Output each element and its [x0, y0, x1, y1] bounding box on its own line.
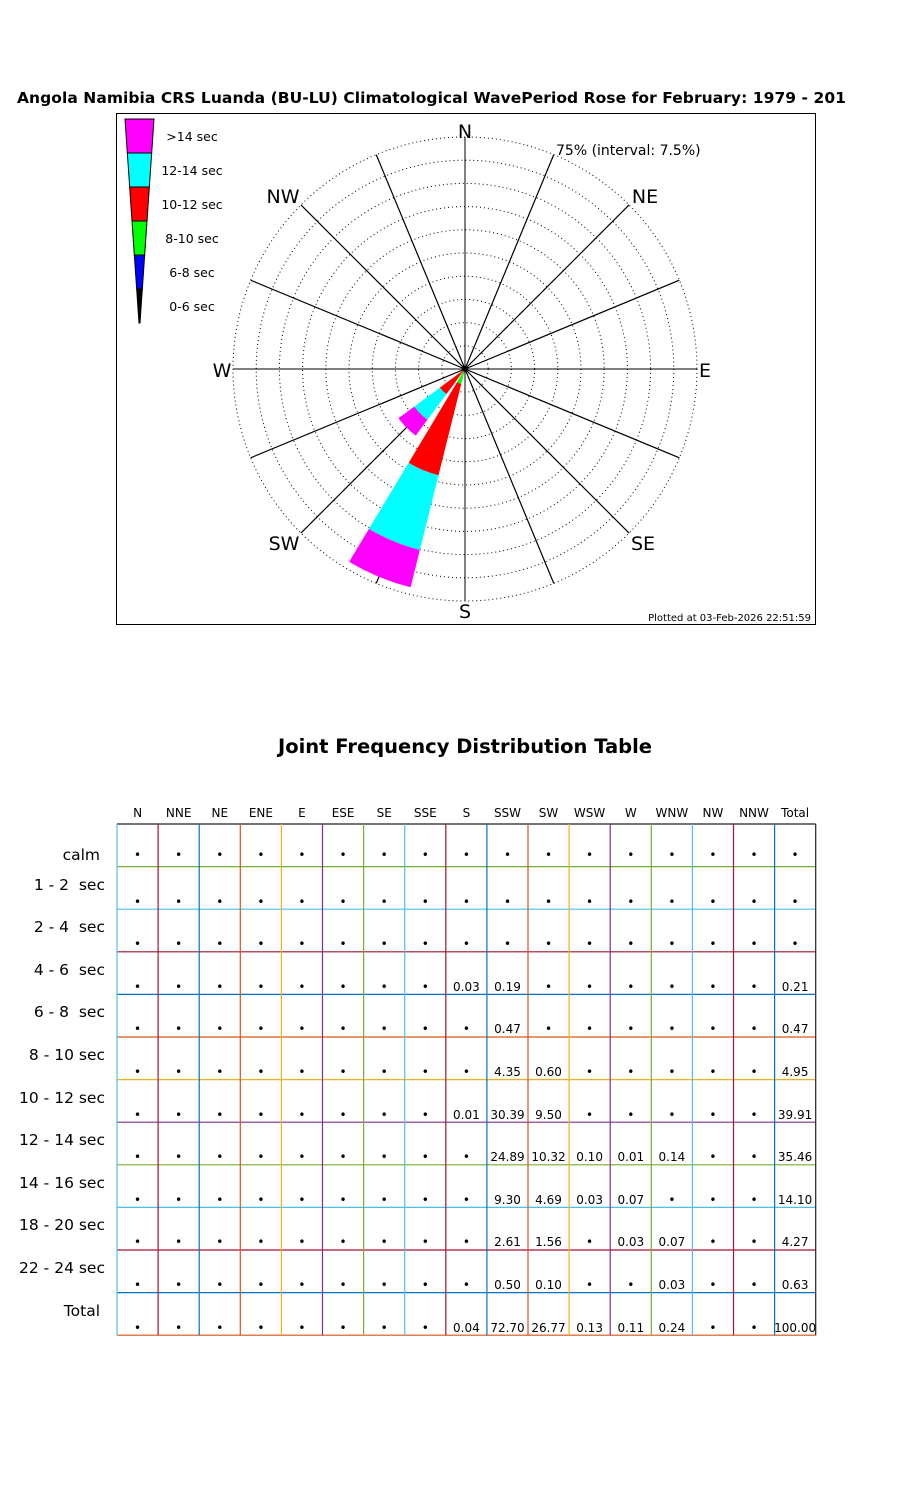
table-cell: •	[380, 937, 388, 952]
table-cell: •	[627, 1278, 635, 1292]
table-cell: •	[216, 1107, 224, 1122]
table-cell: 0.11	[617, 1320, 645, 1335]
table-cell: 2.61	[494, 1235, 521, 1250]
table-cell: •	[668, 979, 676, 994]
table-cell: •	[421, 894, 429, 909]
column-header: NE	[211, 806, 229, 820]
table-cell: •	[257, 1065, 265, 1079]
table-cell: •	[709, 894, 717, 909]
table-cell: •	[462, 848, 470, 862]
table-cell: •	[750, 979, 758, 994]
table-cell: •	[257, 894, 265, 909]
column-header: WSW	[573, 806, 606, 820]
table-cell: •	[339, 1022, 347, 1037]
wave-period-rose	[0, 0, 900, 700]
table-cell: •	[216, 1192, 224, 1207]
row-label: 12 - 14 sec	[19, 1131, 105, 1150]
table-cell: •	[421, 848, 429, 862]
table-cell: •	[462, 1278, 470, 1292]
grid-spoke	[465, 369, 629, 533]
table-cell: •	[298, 1065, 306, 1079]
table-cell: 14.10	[777, 1192, 813, 1207]
legend-swatch-5	[137, 289, 143, 323]
table-cell: •	[175, 937, 183, 952]
table-title: Joint Frequency Distribution Table	[277, 735, 653, 758]
table-cell: •	[544, 1022, 553, 1037]
legend-swatch-2	[130, 187, 150, 221]
table-cell: 0.47	[494, 1022, 521, 1037]
table-cell: •	[709, 1065, 717, 1079]
legend-swatch-0	[125, 119, 154, 153]
legend-label-3: 8-10 sec	[165, 231, 219, 246]
column-header: NNW	[739, 806, 769, 820]
column-header: WNW	[655, 806, 689, 820]
row-label: 6 - 8 sec	[33, 1003, 105, 1022]
table-cell: •	[339, 848, 347, 862]
table-cell: •	[216, 848, 224, 862]
row-label: Total	[63, 1301, 100, 1320]
grid-spoke	[465, 369, 554, 583]
table-cell: •	[750, 1192, 758, 1207]
column-header: SSE	[413, 806, 437, 820]
table-cell: •	[134, 894, 142, 909]
table-cell: •	[257, 937, 265, 952]
table-cell: •	[627, 937, 635, 952]
table-cell: •	[175, 979, 183, 994]
table-cell: 0.24	[658, 1320, 686, 1335]
legend-label-0: >14 sec	[166, 129, 218, 144]
table-cell: •	[216, 1022, 224, 1037]
table-cell: •	[421, 1022, 429, 1037]
table-cell: 35.46	[777, 1150, 813, 1165]
table-cell: •	[750, 1278, 758, 1292]
row-label: 2 - 4 sec	[33, 918, 105, 937]
table-cell: 100.00	[774, 1320, 817, 1335]
column-header: NW	[702, 806, 724, 820]
table-cell: •	[298, 1278, 306, 1292]
table-cell: •	[298, 894, 306, 909]
table-cell: •	[298, 1150, 306, 1165]
table-cell: •	[380, 1107, 388, 1122]
table-cell: •	[503, 937, 512, 952]
table-cell: •	[668, 937, 676, 952]
table-cell: •	[339, 894, 347, 909]
table-cell: •	[544, 848, 553, 862]
table-cell: 9.30	[494, 1192, 521, 1207]
table-cell: •	[462, 937, 470, 952]
direction-label-sw: SW	[268, 533, 300, 555]
grid-spoke	[251, 280, 465, 369]
table-cell: •	[586, 1107, 594, 1122]
column-header: ENE	[248, 806, 273, 820]
table-cell: •	[627, 848, 635, 862]
grid-spoke	[465, 280, 679, 369]
table-cell: •	[750, 1022, 758, 1037]
table-cell: •	[134, 1235, 142, 1250]
table-cell: •	[668, 1022, 676, 1037]
direction-label-n: N	[457, 121, 473, 143]
plot-timestamp: Plotted at 03-Feb-2026 22:51:59	[648, 613, 811, 624]
table-cell: •	[257, 1107, 265, 1122]
table-cell: •	[175, 894, 183, 909]
table-cell: •	[216, 1278, 224, 1292]
table-cell: •	[544, 979, 553, 994]
table-cell: •	[709, 848, 717, 862]
table-cell: •	[134, 1107, 142, 1122]
table-cell: •	[462, 1065, 470, 1079]
table-cell: •	[668, 894, 676, 909]
table-cell: •	[339, 979, 347, 994]
column-header: E	[298, 806, 306, 820]
table-cell: •	[175, 1022, 183, 1037]
row-label: calm	[62, 846, 100, 864]
legend-label-5: 0-6 sec	[169, 299, 215, 314]
column-header: ESE	[331, 806, 355, 820]
table-cell: •	[503, 894, 512, 909]
table-cell: •	[709, 937, 717, 952]
table-cell: •	[216, 937, 224, 952]
column-header: SSW	[493, 806, 522, 820]
rose-center	[463, 367, 468, 372]
table-cell: 4.69	[535, 1192, 562, 1207]
column-header: SW	[538, 806, 559, 820]
table-cell: •	[257, 1235, 265, 1250]
table-cell: •	[709, 979, 717, 994]
table-cell: •	[298, 1107, 306, 1122]
table-cell: •	[709, 1150, 717, 1165]
table-cell: •	[668, 1192, 676, 1207]
table-cell: •	[462, 1192, 470, 1207]
table-cell: •	[134, 848, 142, 862]
table-cell: 0.19	[494, 979, 521, 994]
table-cell: 0.03	[658, 1278, 686, 1292]
table-cell: •	[544, 937, 553, 952]
table-cell: 0.13	[576, 1320, 603, 1335]
row-label: 1 - 2 sec	[33, 875, 105, 894]
table-cell: •	[380, 1150, 388, 1165]
direction-label-nw: NW	[266, 186, 300, 208]
table-cell: •	[586, 848, 594, 862]
table-cell: •	[134, 1150, 142, 1165]
table-cell: •	[134, 1320, 142, 1335]
table-cell: •	[421, 1107, 429, 1122]
table-cell: 1.56	[535, 1235, 562, 1250]
legend-label-1: 12-14 sec	[161, 163, 223, 178]
table-cell: 0.01	[617, 1150, 645, 1165]
table-cell: •	[380, 894, 388, 909]
table-cell: 0.10	[576, 1150, 603, 1165]
table-cell: •	[175, 1065, 183, 1079]
table-cell: •	[380, 1320, 388, 1335]
table-cell: •	[298, 1320, 306, 1335]
grid-spoke	[301, 205, 465, 369]
table-cell: •	[134, 1022, 142, 1037]
column-header: W	[624, 806, 637, 820]
table-cell: 39.91	[777, 1107, 813, 1122]
table-cell: •	[298, 1192, 306, 1207]
grid-spoke	[465, 205, 629, 369]
table-cell: •	[380, 1065, 388, 1079]
table-cell: •	[586, 1065, 594, 1079]
table-cell: 0.47	[781, 1022, 809, 1037]
grid-spoke	[376, 155, 465, 369]
table-cell: 24.89	[490, 1150, 525, 1165]
table-cell: •	[175, 1192, 183, 1207]
grid-spoke	[465, 369, 679, 458]
table-cell: 4.95	[781, 1065, 809, 1079]
table-cell: •	[462, 1150, 470, 1165]
table-cell: •	[216, 979, 224, 994]
table-cell: •	[421, 1065, 429, 1079]
table-cell: •	[257, 1192, 265, 1207]
table-cell: •	[216, 1150, 224, 1165]
table-cell: •	[627, 979, 635, 994]
table-cell: •	[709, 1022, 717, 1037]
table-cell: •	[586, 937, 594, 952]
table-cell: •	[709, 1278, 717, 1292]
table-cell: •	[462, 894, 470, 909]
table-cell: •	[339, 1278, 347, 1292]
table-cell: •	[791, 894, 799, 909]
table-cell: •	[627, 1065, 635, 1079]
table-cell: •	[462, 1022, 470, 1037]
table-cell: •	[175, 848, 183, 862]
table-cell: •	[134, 1192, 142, 1207]
table-cell: •	[257, 848, 265, 862]
table-cell: •	[421, 1278, 429, 1292]
table-cell: •	[668, 1065, 676, 1079]
row-label: 14 - 16 sec	[19, 1173, 105, 1192]
table-cell: •	[216, 1065, 224, 1079]
row-label: 8 - 10 sec	[28, 1046, 105, 1064]
table-cell: •	[421, 1192, 429, 1207]
table-cell: •	[586, 894, 594, 909]
table-cell: 0.03	[453, 979, 480, 994]
table-cell: •	[462, 1235, 470, 1250]
table-cell: •	[339, 1150, 347, 1165]
table-cell: •	[380, 1192, 388, 1207]
table-cell: •	[380, 979, 388, 994]
rose-title: Angola Namibia CRS Luanda (BU-LU) Climatological WavePeriod Rose for February: 1979 - 201	[17, 89, 846, 107]
column-header: Total	[781, 806, 810, 820]
table-cell: •	[709, 1235, 717, 1250]
table-cell: •	[421, 1320, 429, 1335]
table-cell: 0.07	[617, 1192, 645, 1207]
table-cell: •	[668, 1107, 676, 1122]
table-cell: •	[750, 848, 758, 862]
legend-label-2: 10-12 sec	[161, 197, 223, 212]
table-cell: 0.60	[535, 1065, 562, 1079]
table-cell: •	[503, 848, 512, 862]
table-cell: •	[257, 1320, 265, 1335]
table-cell: •	[709, 1320, 717, 1335]
row-label: 18 - 20 sec	[19, 1216, 105, 1235]
table-cell: •	[175, 1320, 183, 1335]
table-cell: 0.63	[781, 1278, 809, 1292]
table-cell: •	[216, 894, 224, 909]
table-cell: 4.27	[781, 1235, 809, 1250]
table-cell: •	[750, 1235, 758, 1250]
table-cell: •	[134, 979, 142, 994]
direction-label-s: S	[458, 601, 472, 623]
table-cell: •	[544, 894, 553, 909]
column-header: S	[462, 806, 471, 820]
table-cell: 0.10	[535, 1278, 562, 1292]
direction-label-w: W	[212, 360, 232, 382]
table-cell: •	[339, 937, 347, 952]
table-cell: •	[421, 937, 429, 952]
table-cell: •	[586, 979, 594, 994]
table-cell: •	[791, 937, 799, 952]
legend-swatch-3	[132, 221, 147, 255]
table-cell: 9.50	[535, 1107, 562, 1122]
table-cell: 0.21	[781, 979, 809, 994]
table-cell: •	[175, 1278, 183, 1292]
row-label: 22 - 24 sec	[19, 1259, 105, 1277]
table-cell: 0.50	[494, 1278, 521, 1292]
column-header: N	[133, 806, 143, 820]
table-cell: 0.14	[658, 1150, 686, 1165]
table-cell: •	[298, 848, 306, 862]
table-cell: •	[750, 894, 758, 909]
table-cell: 0.03	[576, 1192, 603, 1207]
direction-label-ne: NE	[631, 186, 659, 208]
table-cell: 0.01	[453, 1107, 480, 1122]
table-cell: •	[750, 937, 758, 952]
legend-swatch-1	[127, 153, 151, 187]
table-cell: •	[627, 1107, 635, 1122]
table-cell: •	[421, 979, 429, 994]
table-cell: •	[257, 1022, 265, 1037]
table-cell: •	[750, 1150, 758, 1165]
table-cell: 0.03	[617, 1235, 645, 1250]
table-cell: •	[257, 979, 265, 994]
legend-swatch-4	[134, 255, 144, 289]
table-cell: •	[339, 1320, 347, 1335]
table-cell: •	[298, 1022, 306, 1037]
table-cell: •	[750, 1320, 758, 1335]
table-cell: 4.35	[494, 1065, 521, 1079]
scale-label: 75% (interval: 7.5%)	[556, 143, 701, 159]
table-cell: •	[709, 1192, 717, 1207]
jfd-grid	[0, 800, 900, 1360]
table-cell: •	[134, 937, 142, 952]
table-cell: •	[175, 1235, 183, 1250]
legend-label-4: 6-8 sec	[169, 265, 215, 280]
table-cell: •	[586, 1235, 594, 1250]
table-cell: •	[380, 1022, 388, 1037]
table-cell: •	[421, 1235, 429, 1250]
table-cell: •	[134, 1065, 142, 1079]
direction-label-e: E	[698, 360, 712, 382]
table-cell: •	[175, 1107, 183, 1122]
table-cell: •	[175, 1150, 183, 1165]
grid-spoke	[465, 155, 554, 369]
table-cell: •	[339, 1107, 347, 1122]
table-cell: •	[216, 1320, 224, 1335]
table-cell: •	[339, 1065, 347, 1079]
table-cell: •	[257, 1150, 265, 1165]
table-cell: •	[298, 979, 306, 994]
table-cell: •	[380, 1235, 388, 1250]
table-cell: •	[627, 894, 635, 909]
table-cell: •	[791, 848, 799, 862]
column-header: NNE	[165, 806, 192, 820]
table-cell: •	[339, 1192, 347, 1207]
table-cell: 0.04	[453, 1320, 480, 1335]
table-cell: 0.07	[658, 1235, 686, 1250]
table-cell: 26.77	[531, 1320, 566, 1335]
row-label: 4 - 6 sec	[33, 960, 105, 979]
table-cell: •	[298, 937, 306, 952]
table-cell: •	[216, 1235, 224, 1250]
table-cell: •	[380, 1278, 388, 1292]
table-cell: 72.70	[490, 1320, 525, 1335]
direction-label-se: SE	[630, 533, 656, 555]
table-cell: •	[421, 1150, 429, 1165]
table-cell: •	[298, 1235, 306, 1250]
table-cell: 30.39	[490, 1107, 525, 1122]
table-cell: •	[668, 848, 676, 862]
table-cell: •	[709, 1107, 717, 1122]
table-cell: •	[134, 1278, 142, 1292]
table-cell: •	[380, 848, 388, 862]
table-cell: •	[586, 1022, 594, 1037]
table-cell: •	[750, 1065, 758, 1079]
column-header: SE	[376, 806, 392, 820]
row-label: 10 - 12 sec	[19, 1088, 105, 1107]
table-cell: •	[339, 1235, 347, 1250]
table-cell: 10.32	[531, 1150, 566, 1165]
table-cell: •	[257, 1278, 265, 1292]
table-cell: •	[627, 1022, 635, 1037]
table-cell: •	[750, 1107, 758, 1122]
table-cell: •	[586, 1278, 594, 1292]
